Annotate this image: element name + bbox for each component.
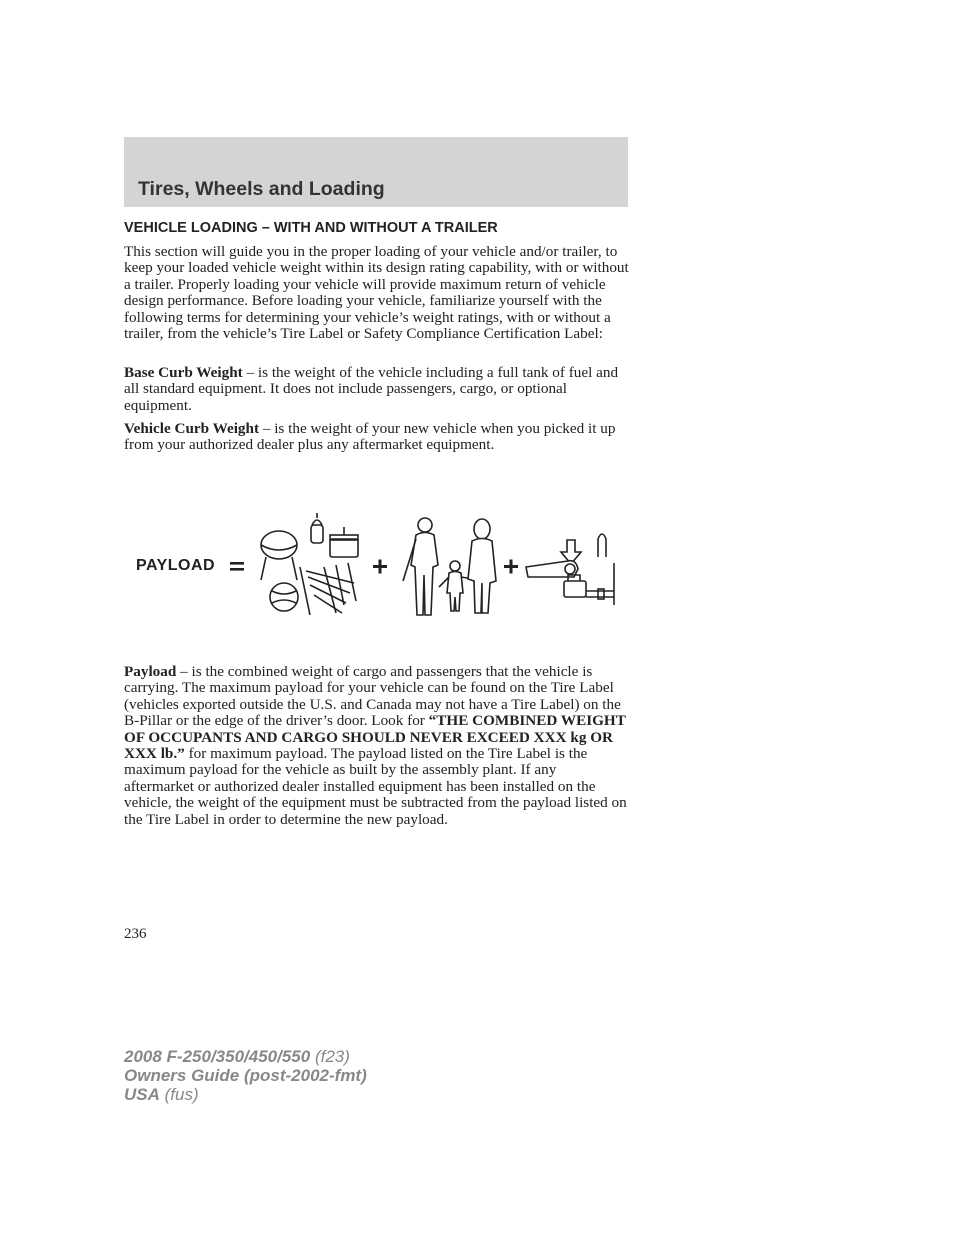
vehicle-curb-term: Vehicle Curb Weight <box>124 420 260 437</box>
payload-label: PAYLOAD <box>136 557 216 574</box>
payload-paragraph <box>124 664 630 828</box>
payload-definition-part2: for maximum payload. The payload listed on the Tire Label is the maximum payload for the vehicle as built by the assembly plant. If any aftermarket or authorized dealer installed equipment has been installed on the vehicle, the weight of the equipment must be subtracted from the payload listed on the Tire Label in order to determine the new payload. <box>124 745 627 828</box>
equals-sign <box>230 562 244 571</box>
payload-illustration <box>124 505 628 625</box>
passengers-icon <box>403 518 496 615</box>
base-curb-paragraph <box>124 365 630 414</box>
trailer-hitch-icon <box>526 534 614 605</box>
footer-line-3 <box>124 1085 367 1104</box>
plus-sign-1 <box>373 560 387 574</box>
page-number: 236 <box>124 926 147 942</box>
vehicle-curb-definition: – is the weight of your new vehicle when you picked it up from your authorized dealer plus any aftermarket equipment. <box>124 420 616 454</box>
base-curb-definition: – is the weight of the vehicle including a full tank of fuel and all standard equipment. It does not include passengers, cargo, or optional equipment. <box>124 364 619 414</box>
footer-region: USA <box>124 1085 160 1104</box>
plus-sign-2 <box>504 560 518 574</box>
section-heading: VEHICLE LOADING – WITH AND WITHOUT A TRAILER <box>124 220 498 236</box>
payload-quote: “THE COMBINED WEIGHT OF OCCUPANTS AND CARGO SHOULD NEVER EXCEED XXX kg OR XXX lb.” <box>124 712 626 763</box>
footer-line-2: Owners Guide (post-2002-fmt) <box>124 1066 367 1085</box>
footer-line-1 <box>124 1047 367 1066</box>
intro-paragraph: This section will guide you in the proper loading of your vehicle and/or trailer, to keep your loaded vehicle weight within its design rating capability, with or without a trailer. Properly loading your vehicle will provide maximum return of vehicle design performance. Before loading your vehicle, familiarize yourself with the following terms for determining your vehicle’s weight ratings, with or without a trailer, from the vehicle’s Tire Label or Safety Compliance Certification Label: <box>124 243 629 343</box>
payload-figure <box>124 505 628 625</box>
footer-model-code: (f23) <box>310 1047 350 1066</box>
vehicle-curb-paragraph <box>124 421 630 454</box>
header-band <box>124 137 628 207</box>
payload-definition-part1: – is the combined weight of cargo and passengers that the vehicle is carrying. The maximum payload for your vehicle can be found on the Tire Label (vehicles exported outside the U.S. and Canada may not have a Tire Label) on the B-Pillar or the edge of the driver’s door. Look for <box>124 663 621 730</box>
page-title: Tires, Wheels and Loading <box>138 178 385 200</box>
document-footer <box>124 1047 367 1104</box>
footer-model: 2008 F-250/350/450/550 <box>124 1047 311 1066</box>
footer-region-code: (fus) <box>159 1085 199 1104</box>
base-curb-term: Base Curb Weight <box>124 364 243 381</box>
cargo-icon <box>261 513 358 615</box>
payload-term: Payload <box>124 663 177 680</box>
